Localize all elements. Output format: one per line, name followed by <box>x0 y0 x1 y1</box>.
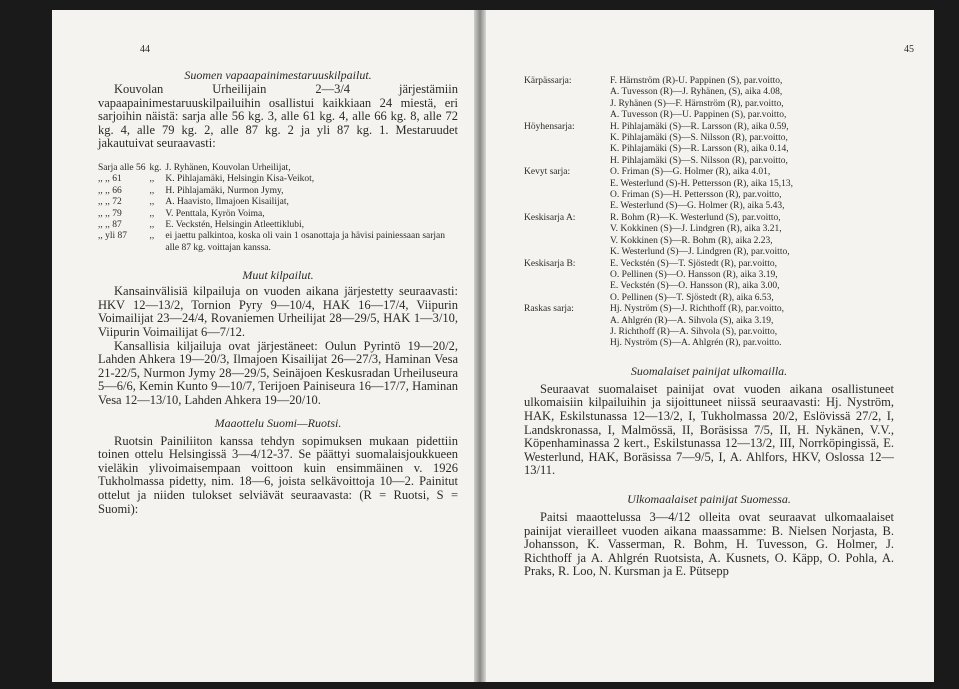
bout-row <box>524 133 894 144</box>
bout-row <box>524 316 894 327</box>
bout-result: E. Westerlund (S)-H. Pettersson (R), aika 15,13, <box>610 178 794 189</box>
weight-class-label <box>524 99 610 110</box>
bout-row <box>524 259 894 270</box>
weight-class-label <box>524 293 610 304</box>
bout-row <box>524 201 894 212</box>
bout-result: K. Westerlund (S)—J. Lindgren (R), par.voitto, <box>610 247 790 258</box>
bout-row <box>524 156 894 167</box>
result-entry: E. Veckstén, Helsingin Atleettiklubi, <box>165 220 304 230</box>
bout-result: F. Härnström (R)-U. Pappinen (S), par.voitto, <box>610 76 783 86</box>
book-gutter <box>474 10 486 682</box>
weight-class-label <box>524 316 610 327</box>
weight-class-label <box>524 144 610 155</box>
weight-class-label: Kärpässarja: <box>524 76 572 86</box>
weight-class-label <box>524 236 610 247</box>
paragraph: Ruotsin Painiliiton kanssa tehdyn sopimuksen mukaan pidettiin toinen ottelu Helsingissä 3—4/12-37. Se päättyi suomalaisjoukkueen vieläkin ylivoimaisempaan voittoon kuin ensimmäinen v. 1926 Tukholmassa pidetty, nim. 18—6, joista selkävoittoja 10—2. Painitut ottelut ja niiden tulokset selviävät seuraavasta: (R = Ruotsi, S = Suomi): <box>98 433 458 516</box>
result-cls: ,, ,, 61 <box>98 174 122 185</box>
bout-result: J. Richthoff (R)—A. Sihvola (S), par.voitto, <box>610 326 778 337</box>
paragraph: Kansallisia kiljailuja ovat järjestäneet: Oulun Pyrintö 19—20/2, Lahden Ahkera 19—20/3, Ilmajoen Kisailijat 26—27/3, Haminan Vesa 21-22/5, Nurmon Jymy 28—29/5, Seinäjoen Keskusradan Urheiluseura 5—6/6, Kemin Kunto 9—10/7, Terijoen Painiseura 16—17/7, Haminan Vesa 12—13/10, Lahden Ahkera 19—20/10. <box>98 338 458 407</box>
result-unit: ,, <box>149 185 155 196</box>
bout-row <box>524 327 894 338</box>
result-unit: ,, <box>149 220 155 230</box>
result-row <box>98 163 458 174</box>
bout-result: O. Friman (S)—H. Pettersson (R), par.voitto, <box>610 190 782 201</box>
bout-row <box>524 144 894 155</box>
section-heading: Ulkomaalaiset painijat Suomessa. <box>627 491 791 506</box>
result-cls: ,, ,, 79 <box>98 208 122 219</box>
bout-row <box>524 99 894 110</box>
result-row <box>98 197 458 208</box>
bout-row <box>524 338 894 349</box>
result-cls: ,, yli 87 <box>98 231 128 242</box>
section-heading: Suomalaiset painijat ulkomailla. <box>630 363 788 378</box>
bout-row <box>524 190 894 201</box>
result-unit: ,, <box>149 197 155 208</box>
page-number: 44 <box>140 44 150 55</box>
result-cls: ,, ,, 87 <box>98 220 122 230</box>
bout-row <box>524 270 894 281</box>
bout-row <box>524 122 894 133</box>
section-heading: Muut kilpailut. <box>242 268 314 283</box>
left-page <box>52 10 474 682</box>
bout-row <box>524 236 894 247</box>
bout-result: H. Pihlajamäki (S)—R. Larsson (R), aika 0.59, <box>610 121 789 132</box>
result-entry: V. Penttala, Kyrön Voima, <box>165 208 265 219</box>
bout-row <box>524 281 894 292</box>
bout-result: O. Pellinen (S)—T. Sjöstedt (R), aika 6.53, <box>610 292 774 303</box>
bout-result: Hj. Nyström (S)—A. Ahlgrén (R), par.voitto. <box>610 338 782 349</box>
weight-class-label <box>524 156 610 167</box>
weight-class-label <box>524 270 610 281</box>
bout-result: K. Pihlajamäki (S)—R. Larsson (R), aika 0.14, <box>610 144 789 155</box>
bout-result: O. Friman (S)—G. Holmer (R), aika 4.01, <box>610 167 771 178</box>
bout-result: V. Kokkinen (S)—J. Lindgren (R), aika 3.21, <box>610 224 782 235</box>
result-unit: ,, <box>149 174 155 185</box>
result-entry: A. Haavisto, Ilmajoen Kisailijat, <box>165 197 289 208</box>
bout-result: O. Pellinen (S)—O. Hansson (R), aika 3.19, <box>610 269 778 280</box>
bout-result: E. Westerlund (S)—G. Holmer (R), aika 5.43, <box>610 201 785 212</box>
result-row <box>98 174 458 185</box>
result-row <box>98 231 458 254</box>
paragraph: Kouvolan Urheilijain 2—3/4 järjestämiin vapaapainimestaruuskilpailuihin osallistui kaikkiaan 24 miestä, eri sarjoihin näistä: sarja alle 56 kg. 3, alle 61 kg. 4, alle 66 kg. 8, alle 72 kg. 4, alle 79 kg. 2, alle 87 kg. 2 ja yli 87 kg. 1. Mestaruudet jakautuivat seuraavasti: <box>98 82 458 151</box>
bout-row <box>524 87 894 98</box>
bout-result: A. Ahlgrén (R)—A. Sihvola (S), aika 3.19, <box>610 315 774 326</box>
bout-row <box>524 110 894 121</box>
bouts-table <box>524 76 894 350</box>
weight-class-label: Keskisarja B: <box>524 258 576 269</box>
weight-class-label <box>524 133 610 144</box>
weight-class-label: Kevyt sarja: <box>524 167 571 178</box>
bout-result: Hj. Nyström (S)—J. Richthoff (R), par.voitto, <box>610 304 785 315</box>
bout-row <box>524 167 894 178</box>
weight-class-label <box>524 179 610 190</box>
weight-class-label <box>524 281 610 292</box>
section-heading: Maaottelu Suomi—Ruotsi. <box>214 415 342 430</box>
bout-row <box>524 293 894 304</box>
weight-class-label <box>524 190 610 201</box>
left-page-text <box>98 66 458 516</box>
bout-row <box>524 247 894 258</box>
result-entry: ei jaettu palkintoa, koska oli vain 1 osanottaja ja hävisi painiessaan sarjan alle 87 kg. voittajan kanssa. <box>165 231 446 253</box>
weight-class-label: Keskisarja A: <box>524 212 576 223</box>
bout-result: K. Pihlajamäki (S)—S. Nilsson (R), par.voitto, <box>610 133 788 144</box>
weight-class-label <box>524 224 610 235</box>
paragraph: Seuraavat suomalaiset painijat ovat vuoden aikana osallistuneet ulkomaisiin kilpailuihin ja sijoittuneet niissä seuraavasti: Hj. Nyström, HAK, Eskilstunassa 12—13/2, I, Tukholmassa 20/2, Eslövissä 27/2, I, Landskronassa, I, Malmössä, II, Boräsissa 7/5, II, H. Nykänen, V.V., Köpenhaminassa 2 kert., Eskilstunassa 12—13/2, III, Norrköpingissä, E. Westerlund, HAK, Boräsissa 7—9/5, I, A. Ahlfors, HKV, Oslossa 12—13/11. <box>524 381 894 478</box>
bout-row <box>524 76 894 87</box>
bout-row <box>524 213 894 224</box>
right-page-text <box>524 76 894 579</box>
weight-class-label <box>524 338 610 349</box>
result-unit: ,, <box>149 208 155 219</box>
results-table <box>98 163 458 254</box>
weight-class-label <box>524 247 610 258</box>
weight-class-label: Höyhensarja: <box>524 121 575 132</box>
page-number: 45 <box>904 44 914 55</box>
result-unit: kg. <box>149 162 162 173</box>
right-page <box>486 10 934 682</box>
weight-class-label <box>524 327 610 338</box>
bout-result: E. Veckstén (S)—T. Sjöstedt (R), par.voitto, <box>610 258 777 269</box>
paragraph: Paitsi maaottelussa 3—4/12 olleita ovat seuraavat ulkomaalaiset painijat vierailleet vuoden aikana maassamme: B. Nielsen Norjasta, B. Johansson, K. Vasserman, R. Bohm, H. Tuvesson, G. Holmer, J. Richthoff ja A. Ahlgrén Ruotsista, A. Kusnets, O. Käpp, O. Pohla, A. Praks, R. Loo, N. Kursman ja E. Pütsepp <box>524 509 894 579</box>
weight-class-label <box>524 110 610 121</box>
bout-result: J. Ryhänen (S)—F. Härnström (R), par.voitto, <box>610 98 784 109</box>
section-heading: Suomen vapaapainimestaruuskilpailut. <box>184 68 372 82</box>
bout-result: H. Pihlajamäki (S)—S. Nilsson (R), par.voitto, <box>610 155 788 166</box>
result-row <box>98 209 458 220</box>
bout-result: A. Tuvesson (R)—U. Pappinen (S), par.voitto, <box>610 110 787 121</box>
bout-row <box>524 224 894 235</box>
result-cls: ,, ,, 72 <box>98 197 122 208</box>
result-row <box>98 220 458 231</box>
result-entry: J. Ryhänen, Kouvolan Urheilijat, <box>165 162 291 173</box>
result-cls: Sarja alle 56 <box>98 162 146 173</box>
weight-class-label: Raskas sarja: <box>524 304 574 315</box>
paragraph: Kansainvälisiä kilpailuja on vuoden aikana järjestetty seuraavasti: HKV 12—13/2, Tornion Pyry 9—10/4, HAK 16—17/4, Viipurin Voimailijat 23—24/4, Rovaniemen Urheilijat 28—29/5, HAK 1—3/10, Viipurin Voimailijat 6—7/12. <box>98 284 458 339</box>
result-cls: ,, ,, 66 <box>98 185 122 196</box>
bout-result: E. Veckstén (S)—O. Hansson (R), aika 3.00, <box>610 281 780 292</box>
bout-result: A. Tuvesson (R)—J. Ryhänen, (S), aika 4.08, <box>610 87 783 98</box>
result-entry: H. Pihlajamäki, Nurmon Jymy, <box>165 185 284 196</box>
weight-class-label <box>524 87 610 98</box>
bout-result: V. Kokkinen (S)—R. Bohm (R), aika 2.23, <box>610 235 773 246</box>
result-unit: ,, <box>149 231 155 242</box>
result-row <box>98 186 458 197</box>
bout-row <box>524 304 894 315</box>
bout-row <box>524 179 894 190</box>
result-entry: K. Pihlajamäki, Helsingin Kisa-Veikot, <box>165 174 315 185</box>
bout-result: R. Bohm (R)—K. Westerlund (S), par.voitto, <box>610 212 781 223</box>
weight-class-label <box>524 201 610 212</box>
